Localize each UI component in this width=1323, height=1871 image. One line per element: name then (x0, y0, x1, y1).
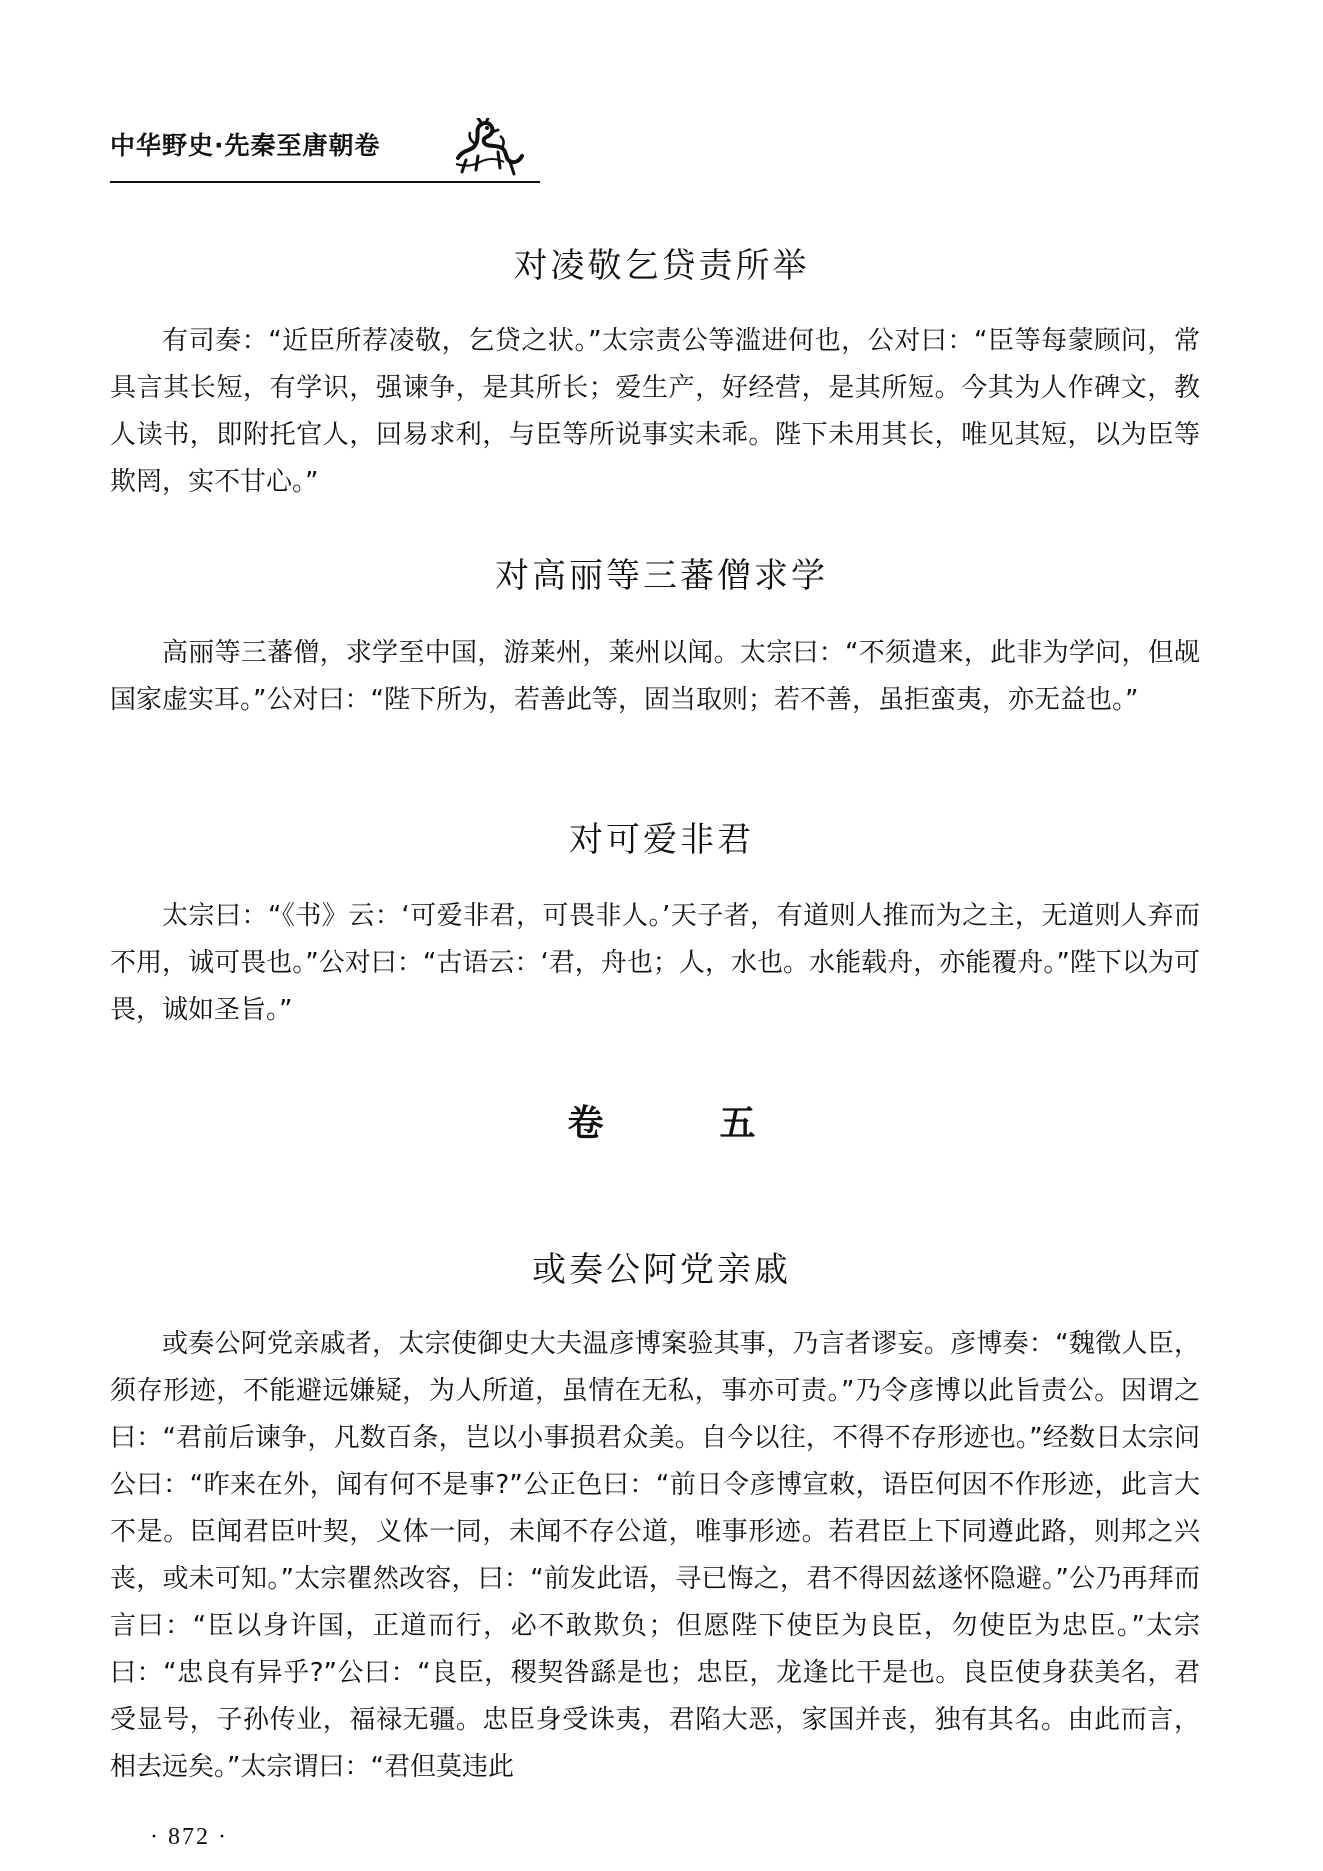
section-title-1: 对凌敬乞贷责所举 (513, 246, 810, 286)
page-number: · 872 · (150, 1824, 228, 1850)
section-title-4: 或奏公阿党亲戚 (532, 1250, 791, 1290)
running-header-title: 中华野史·先秦至唐朝卷 (110, 131, 381, 160)
section-body-1: 有司奏：“近臣所荐凌敬，乞贷之状。”太宗责公等滥进何也，公对曰：“臣等每蒙顾问，常具言其长短，有学识，强谏争，是其所长；爱生产，好经营，是其所短。今其为人作碑文，教人读书，即附托官人，回易求利，与臣等所说事实未乖。陛下未用其长，唯见其短，以为臣等欺罔，实不甘心。” (110, 326, 1200, 497)
dragon-ornament-icon (452, 118, 524, 178)
section-title-2: 对高丽等三蕃僧求学 (495, 556, 828, 596)
header-rule (110, 181, 540, 183)
chapter-title: 卷 五 (567, 1103, 796, 1144)
section-title-3: 对可爱非君 (569, 820, 754, 860)
section-body-3: 太宗曰：“《书》云：‘可爱非君，可畏非人。’天子者，有道则人推而为之主，无道则人弃而不用，诚可畏也。”公对曰：“古语云：‘君，舟也；人，水也。水能载舟，亦能覆舟。”陛下以为可畏，诚如圣旨。” (110, 901, 1200, 1025)
section-body-4: 或奏公阿党亲戚者，太宗使御史大夫温彦博案验其事，乃言者谬妄。彦博奏：“魏徵人臣，须存形迹，不能避远嫌疑，为人所道，虽情在无私，事亦可责。”乃令彦博以此旨责公。因谓之曰：“君前后谏争，凡数百条，岂以小事损君众美。自今以往，不得不存形迹也。”经数日太宗问公曰：“昨来在外，闻有何不是事?”公正色曰：“前日令彦博宣敕，语臣何因不作形迹，此言大不是。臣闻君臣叶契，义体一同，未闻不存公道，唯事形迹。若君臣上下同遵此路，则邦之兴丧，或未可知。”太宗瞿然改容，曰：“前发此语，寻已悔之，君不得因兹遂怀隐避。”公乃再拜而言曰：“臣以身许国，正道而行，必不敢欺负；但愿陛下使臣为良臣，勿使臣为忠臣。”太宗曰：“忠良有异乎?”公曰：“良臣，稷契咎繇是也；忠臣，龙逢比干是也。良臣使身获美名，君受显号，子孙传业，福禄无疆。忠臣身受诛夷，君陷大恶，家国并丧，独有其名。由此而言，相去远矣。”太宗谓曰：“君但莫违此 (110, 1329, 1200, 1782)
section-body-2: 高丽等三蕃僧，求学至中国，游莱州，莱州以闻。太宗曰：“不须遣来，此非为学问，但觇国家虚实耳。”公对曰：“陛下所为，若善此等，固当取则；若不善，虽拒蛮夷，亦无益也。” (110, 638, 1200, 715)
